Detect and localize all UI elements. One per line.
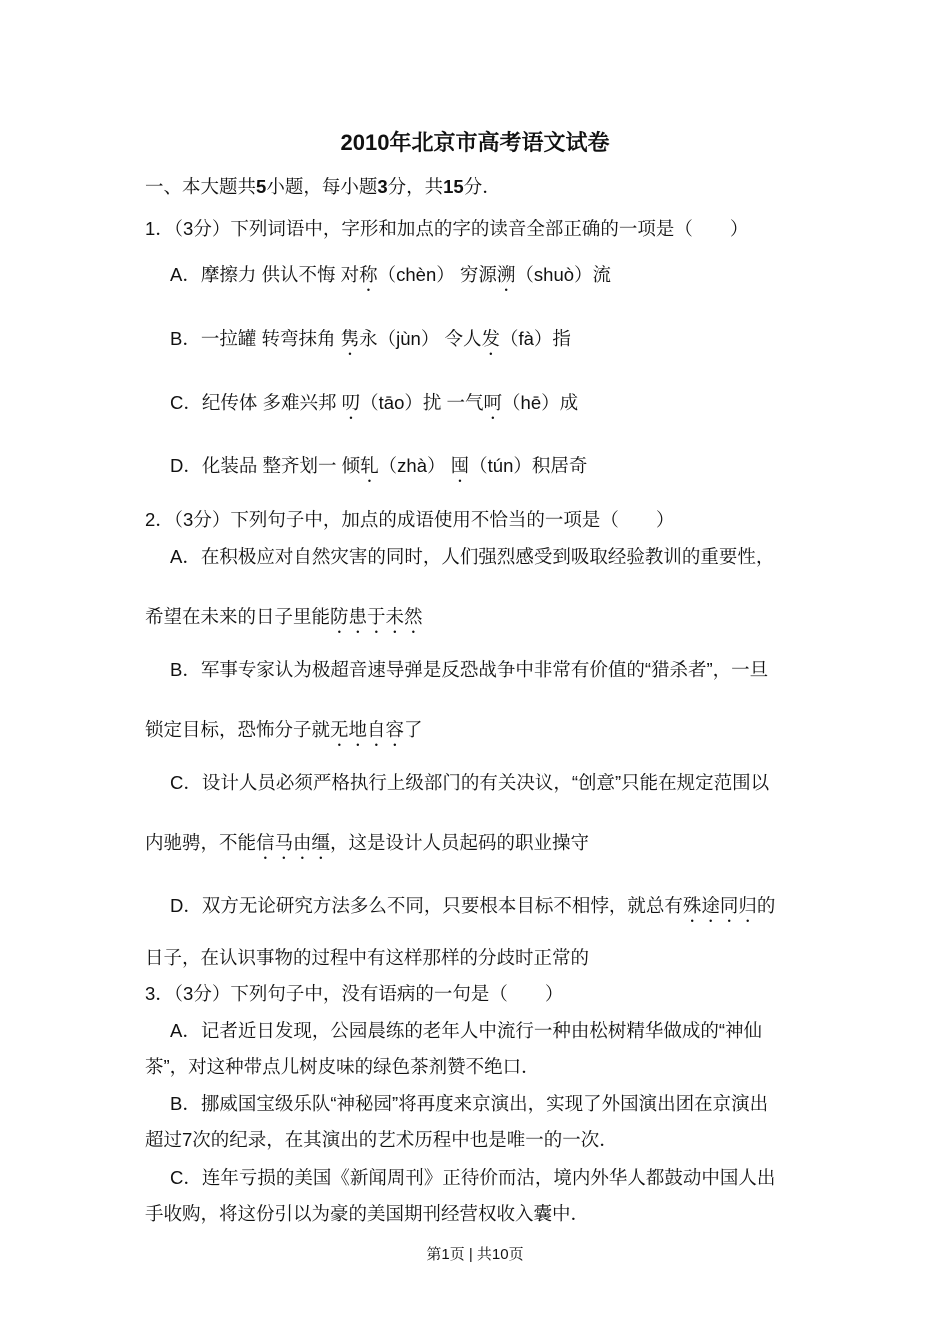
text-segment: 超过7次的纪录，在其演出的艺术历程中也是唯一的一次． bbox=[145, 1129, 618, 1150]
text-segment: （chèn） 穷源 bbox=[377, 264, 497, 285]
question-1 bbox=[145, 217, 748, 241]
emphasized-text: 轧 bbox=[360, 455, 379, 476]
text-segment: （shuò）流 bbox=[515, 264, 612, 285]
text-segment: 一、本大题共 bbox=[145, 176, 257, 197]
document-title: 2010年北京市高考语文试卷 bbox=[340, 130, 610, 155]
page-footer: 第1页 | 共10页 bbox=[426, 1246, 524, 1263]
q2-option-d bbox=[170, 894, 775, 926]
question-3 bbox=[145, 982, 563, 1006]
text-segment: 分，共 bbox=[387, 176, 444, 197]
emphasized-text: 防患于未然 bbox=[330, 606, 423, 627]
text-segment: （fà）指 bbox=[499, 328, 571, 349]
emphasized-text: 隽 bbox=[340, 328, 360, 349]
text-segment: 茶”，对这种带点儿树皮味的绿色茶剂赞不绝口． bbox=[145, 1056, 540, 1077]
text-segment: 3 bbox=[377, 176, 388, 197]
q3-option-c-cont bbox=[145, 1202, 589, 1226]
text-segment: （tún）积居奇 bbox=[469, 455, 588, 476]
text-segment: 15 bbox=[443, 176, 464, 197]
text-segment: 小题，每小题 bbox=[266, 176, 378, 197]
text-segment: ，这是设计人员起码的职业操守 bbox=[330, 832, 590, 853]
text-segment: D．化装品 整齐划一 倾 bbox=[170, 455, 361, 476]
emphasized-text: 发 bbox=[481, 328, 500, 349]
text-segment: C．连年亏损的美国《新闻周刊》正待价而沽，境内外华人都鼓动中国人出 bbox=[170, 1167, 776, 1188]
text-segment: B．一拉罐 转弯抹角 bbox=[170, 328, 341, 349]
q2-option-a-cont bbox=[145, 605, 423, 637]
text-segment: A．记者近日发现，公园晨练的老年人中流行一种由松树精华做成的“神仙 bbox=[170, 1020, 763, 1041]
text-segment: 2．（3分）下列句子中，加点的成语使用不恰当的一项是（ ） bbox=[145, 509, 675, 530]
emphasized-text: 无地自容 bbox=[330, 719, 405, 740]
text-segment: D．双方无论研究方法多么不同，只要根本目标不相悖，就总有 bbox=[170, 895, 683, 916]
text-segment: 内驰骋，不能 bbox=[145, 832, 257, 853]
q3-option-b bbox=[170, 1092, 768, 1116]
emphasized-text: 溯 bbox=[496, 264, 516, 285]
text-segment: 分． bbox=[463, 176, 501, 197]
q2-option-a bbox=[170, 545, 774, 569]
text-segment: （zhà） bbox=[378, 455, 451, 476]
emphasized-text: 殊途同归 bbox=[682, 895, 757, 916]
emphasized-text: 呵 bbox=[483, 392, 503, 413]
emphasized-text: 称 bbox=[359, 264, 378, 285]
section-header bbox=[145, 175, 501, 199]
q3-option-a bbox=[170, 1019, 762, 1043]
q2-option-c bbox=[170, 771, 769, 795]
text-segment: B．军事专家认为极超音速导弹是反恐战争中非常有价值的“猎杀者”，一旦 bbox=[170, 659, 769, 680]
text-segment: 1．（3分）下列词语中，字形和加点的字的读音全部正确的一项是（ ） bbox=[145, 218, 749, 239]
text-segment: 3．（3分）下列句子中，没有语病的一句是（ ） bbox=[145, 983, 564, 1004]
emphasized-text: 囤 bbox=[450, 455, 470, 476]
q2-option-b-cont bbox=[145, 718, 423, 750]
text-segment: 希望在未来的日子里能 bbox=[145, 606, 331, 627]
text-segment: 手收购，将这份引以为豪的美国期刊经营权收入囊中． bbox=[145, 1203, 590, 1224]
text-segment: 永（jùn） 令人 bbox=[359, 328, 482, 349]
emphasized-text: 叨 bbox=[341, 392, 361, 413]
q1-option-a bbox=[170, 263, 611, 295]
q1-option-c bbox=[170, 391, 578, 423]
text-segment: 了 bbox=[404, 719, 423, 740]
q1-option-d bbox=[170, 454, 587, 486]
text-segment: 锁定目标，恐怖分子就 bbox=[145, 719, 331, 740]
text-segment: （hē）成 bbox=[502, 392, 579, 413]
emphasized-text: 信马由缰 bbox=[256, 832, 331, 853]
question-2 bbox=[145, 508, 674, 532]
text-segment: A．在积极应对自然灾害的同时，人们强烈感受到吸取经验教训的重要性， bbox=[170, 546, 775, 567]
text-segment: 日子，在认识事物的过程中有这样那样的分歧时正常的 bbox=[145, 947, 590, 968]
q3-option-b-cont bbox=[145, 1128, 618, 1152]
q1-option-b bbox=[170, 327, 571, 359]
q2-option-c-cont bbox=[145, 831, 589, 863]
text-segment: C．设计人员必须严格执行上级部门的有关决议，“创意”只能在规定范围以 bbox=[170, 772, 770, 793]
text-segment: （tāo）扰 一气 bbox=[360, 392, 484, 413]
text-segment: 5 bbox=[256, 176, 267, 197]
q2-option-d-cont bbox=[145, 946, 589, 970]
q3-option-c bbox=[170, 1166, 775, 1190]
q2-option-b bbox=[170, 658, 768, 682]
text-segment: C．纪传体 多难兴邦 bbox=[170, 392, 342, 413]
text-segment: B．挪威国宝级乐队“神秘园”将再度来京演出，实现了外国演出团在京演出 bbox=[170, 1093, 769, 1114]
q3-option-a-cont bbox=[145, 1055, 540, 1079]
text-segment: A．摩擦力 供认不悔 对 bbox=[170, 264, 360, 285]
text-segment: 的 bbox=[756, 895, 776, 916]
